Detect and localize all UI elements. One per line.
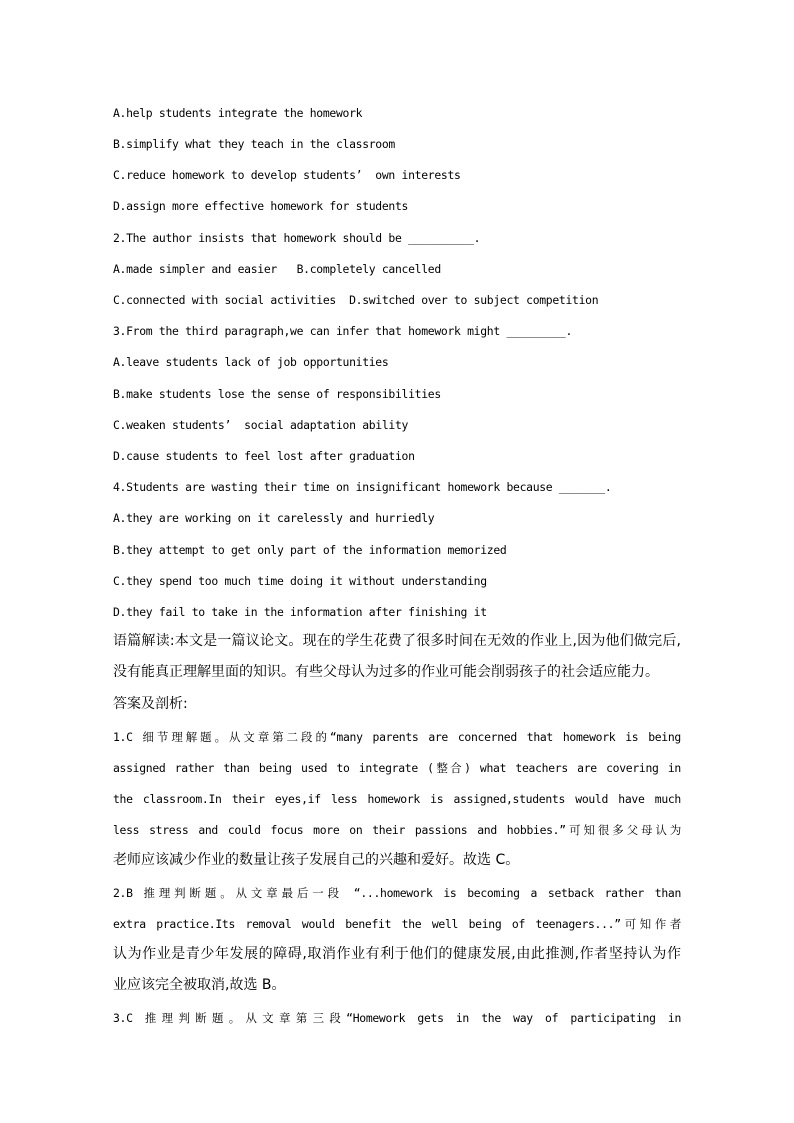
option-line: B.they attempt to get only part of the information memorized xyxy=(113,543,507,557)
question-2: 2.The author insists that homework should be __________. xyxy=(113,231,481,245)
answer-2-text: extra practice.Its removal would benefit the well being of teenagers...”可知作者 xyxy=(113,917,681,931)
option-line: C.reduce homework to develop students’ own interests xyxy=(113,168,461,182)
answer-1-text: 老师应该减少作业的数量让孩子发展自己的兴趣和爱好。故选 C。 xyxy=(113,852,520,868)
option-line: B.simplify what they teach in the classroom xyxy=(113,137,395,151)
option-line: C.they spend too much time doing it without understanding xyxy=(113,574,487,588)
answer-1-text: 1.C 细节理解题。从文章第二段的“many parents are concerned that homework is being xyxy=(113,730,681,744)
option-line: C.weaken students’ social adaptation ability xyxy=(113,418,409,432)
question-3: 3.From the third paragraph,we can infer that homework might _________. xyxy=(113,324,573,338)
answer-1-text: the classroom.In their eyes,if less homework is assigned,students would have much xyxy=(113,792,681,806)
answer-1-text: assigned rather than being used to integrate (整合) what teachers are covering in xyxy=(113,761,681,775)
answer-2-text: 2.B 推理判断题。从文章最后一段 “...homework is becoming a setback rather than xyxy=(113,886,681,900)
option-line: C.connected with social activities D.switched over to subject competition xyxy=(113,293,599,307)
option-line: A.made simpler and easier B.completely cancelled xyxy=(113,262,441,276)
answer-2-text: 业应该完全被取消,故选 B。 xyxy=(113,977,286,993)
summary-text: 没有能真正理解里面的知识。有些父母认为过多的作业可能会削弱孩子的社会适应能力。 xyxy=(113,664,659,680)
option-line: A.they are working on it carelessly and hurriedly xyxy=(113,511,435,525)
option-line: D.cause students to feel lost after graduation xyxy=(113,449,415,463)
answer-1-text: less stress and could focus more on their passions and hobbies.”可知很多父母认为 xyxy=(113,823,681,837)
answers-heading: 答案及剖析: xyxy=(113,696,188,712)
option-line: A.leave students lack of job opportunities xyxy=(113,355,389,369)
option-line: A.help students integrate the homework xyxy=(113,106,363,120)
option-line: D.assign more effective homework for students xyxy=(113,199,409,213)
summary-text: 语篇解读:本文是一篇议论文。现在的学生花费了很多时间在无效的作业上,因为他们做完后, xyxy=(113,633,681,649)
answer-3-text: 3.C 推理判断题。从文章第三段“Homework gets in the way of participating in xyxy=(113,1011,681,1025)
answer-2-text: 认为作业是青少年发展的障碍,取消作业有利于他们的健康发展,由此推测,作者坚持认为作 xyxy=(113,946,681,962)
question-4: 4.Students are wasting their time on insignificant homework because _______. xyxy=(113,480,612,494)
option-line: B.make students lose the sense of responsibilities xyxy=(113,387,441,401)
option-line: D.they fail to take in the information after finishing it xyxy=(113,605,487,619)
